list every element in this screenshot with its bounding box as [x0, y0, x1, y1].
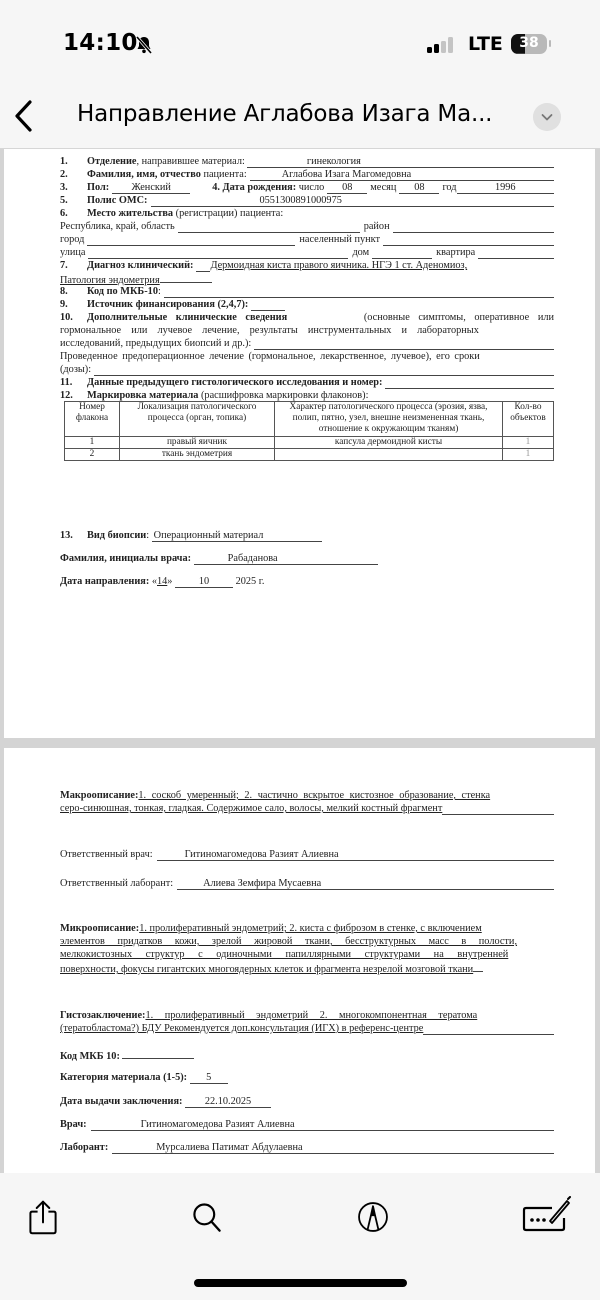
home-indicator[interactable]	[194, 1279, 407, 1287]
document-page-1	[4, 149, 595, 738]
chevron-left-icon[interactable]	[12, 98, 36, 134]
field-mkb10-code: Код МКБ 10:	[60, 1049, 554, 1063]
col-header-object-count: Кол-во объектов	[503, 402, 554, 437]
macro-value-line2: серо-синюшная, тонкая, гладкая. Содержимое сало, волосы, мелкий костный фрагмент	[60, 803, 443, 814]
field-micro-description: Микроописание:1. пролиферативный эндометрий; 2. киста с фиброзом в стенке, с включением	[60, 923, 482, 934]
preop-treatment-line2: (дозы):	[60, 364, 554, 376]
document-title[interactable]: Направление Аглабова Изага Ма...	[77, 101, 493, 127]
responsible-lab-value: Алиева Земфира Мусаевна	[177, 878, 554, 890]
macro-description-line2	[60, 803, 554, 815]
preop-treatment-line1: Проведенное предоперационное лечение (гормональное, лекарственное, лучевое), его сроки	[60, 351, 480, 362]
histo-value-line1: 1. пролиферативный эндометрий 2. многокомпонентная тератома	[145, 1010, 478, 1021]
micro-description-line4	[60, 962, 554, 976]
patient-name-value: Аглабова Изага Магомедовна	[282, 169, 554, 181]
lab-assistant-value: Мурсалиева Патимат Абдулаевна	[112, 1142, 554, 1154]
field-residence-city: город населенный пункт	[60, 234, 554, 246]
birth-day-value: 08	[327, 182, 367, 194]
field-biopsy-type: 13. Вид биопсии: Операционный материал	[60, 530, 554, 542]
sex-value: Женский	[112, 182, 190, 194]
chevron-down-icon[interactable]	[533, 103, 561, 131]
search-icon[interactable]	[190, 1200, 224, 1236]
field-funding-source: 9. Источник финансирования (2,4,7):	[60, 299, 554, 311]
field-lab-assistant: Лаборант: Мурсалиева Патимат Абдулаевна	[60, 1142, 554, 1154]
col-header-localization: Локализация патологического процесса (орган, топика)	[120, 402, 275, 437]
document-page-2	[4, 748, 595, 1173]
battery-cap	[549, 40, 551, 47]
battery-level: 38	[519, 35, 539, 51]
biopsy-type-value: Операционный материал	[152, 530, 322, 542]
referral-month-value: 10	[175, 576, 233, 588]
material-category-value: 5	[190, 1072, 228, 1084]
signal-strength-icon	[427, 37, 457, 53]
field-sex-birthdate: 3. Пол: Женский 4. Дата рождения: число 08 месяц 08 год 1996	[60, 182, 554, 194]
referring-doctor-value: Рабаданова	[194, 553, 378, 565]
status-bar	[0, 0, 600, 90]
field-responsible-lab: Ответственный лаборант: Алиева Земфира Мусаевна	[60, 878, 554, 890]
share-icon[interactable]	[26, 1199, 60, 1235]
micro-value-line2: элементов придатков кожи, зрелой жировой ткани, бесструктурных масс в полости,	[60, 936, 518, 947]
field-material-marking: 12. Маркировка материала (расшифровка маркировки флаконов):	[60, 390, 369, 401]
diagnosis-value-line2: Патология эндометрия	[60, 275, 160, 286]
field-residence-region: Республика, край, область район	[60, 221, 554, 233]
additional-info-line3: исследований, предыдущих биопсий и др.):	[60, 338, 554, 350]
status-time: 14:10	[63, 30, 138, 56]
signature-icon[interactable]	[522, 1196, 572, 1234]
macro-value-line1: 1. соскоб умеренный; 2. частично вскрытое кистозное образование, стенка	[138, 790, 491, 801]
birth-year-value: 1996	[457, 182, 555, 194]
issue-date-value: 22.10.2025	[185, 1096, 271, 1108]
referral-year-value: 2025 г.	[235, 576, 265, 587]
navigation-bar	[0, 90, 600, 148]
markup-icon[interactable]	[356, 1199, 390, 1235]
field-responsible-doctor: Ответственный врач: Гитиномагомедова Разият Алиевна	[60, 849, 554, 861]
field-previous-histology: 11. Данные предыдущего гистологического исследования и номер:	[60, 377, 554, 389]
oms-policy-value: 0551300891000975	[259, 195, 554, 207]
field-mkb10: 8. Код по МКБ-10 :	[60, 286, 554, 298]
histo-value-line2: (тератобластома?) БДУ Рекомендуется доп.консультация (ИГХ) в референс-центре	[60, 1023, 424, 1034]
table-row: 2 ткань эндометрия 1	[65, 448, 554, 460]
field-additional-info: 10. Дополнительные клинические сведения (основные симптомы, оперативное или	[60, 312, 554, 323]
field-oms-policy: 5. Полис ОМС: 0551300891000975	[60, 195, 554, 207]
additional-info-line2: гормональное или лучевое лечение, результаты инструментальных и лабораторных	[60, 325, 479, 336]
diagnosis-value-line1: Дермоидная киста правого яичника. НГЭ 1 ст. Аденомиоз,	[210, 260, 468, 271]
field-issue-date: Дата выдачи заключения: 22.10.2025	[60, 1096, 554, 1108]
histo-conclusion-line2	[60, 1023, 554, 1035]
field-department: 1. Отделение , направившее материал: гинекология	[60, 156, 554, 168]
referral-day-value: 14	[157, 576, 168, 587]
field-doctor: Врач: Гитиномагомедова Разият Алиевна	[60, 1119, 554, 1131]
col-header-process-character: Характер патологического процесса (эрозия, язва, полип, пятно, узел, внешне неизмененная ткань, отношение к окружающим тканям)	[275, 402, 503, 437]
micro-value-line3: мелкокистозных структур с одиночными папиллярными структурами на внутренней	[60, 949, 509, 960]
field-histo-conclusion: Гистозаключение:1. пролиферативный эндометрий 2. многокомпонентная тератома	[60, 1010, 478, 1021]
department-value: гинекология	[307, 156, 554, 168]
field-macro-description: Макроописание:1. соскоб умеренный; 2. частично вскрытое кистозное образование, стенка	[60, 790, 491, 801]
responsible-doctor-value: Гитиномагомедова Разият Алиевна	[157, 849, 554, 861]
field-referral-date: Дата направления: «14» 10 2025 г.	[60, 576, 265, 587]
table-header-row	[65, 402, 554, 437]
field-referring-doctor: Фамилия, инициалы врача: Рабаданова	[60, 553, 554, 565]
bell-slash-icon	[134, 35, 154, 55]
table-row: 1 правый яичник капсула дермоидной кисты 1	[65, 436, 554, 448]
doctor-value: Гитиномагомедова Разият Алиевна	[91, 1119, 554, 1131]
field-residence-street: улица дом квартира	[60, 247, 554, 259]
micro-value-line1: 1. пролиферативный эндометрий; 2. киста с фиброзом в стенке, с включением	[139, 923, 482, 934]
birth-month-value: 08	[399, 182, 439, 194]
col-header-vial-number: Номер флакона	[65, 402, 120, 437]
micro-value-line4: поверхности, фокусы гигантских многоядерных клеток и фрагмента незрелой мозговой ткани	[60, 964, 474, 975]
battery-icon	[511, 34, 547, 54]
marking-table	[64, 401, 554, 461]
field-patient-name: 2. Фамилия, имя, отчество пациента: Аглабова Изага Магомедовна	[60, 169, 554, 181]
network-type: LTE	[468, 33, 503, 55]
field-residence: 6. Место жительства (регистрации) пациента:	[60, 208, 284, 219]
document-viewer[interactable]	[0, 149, 600, 1173]
field-material-category: Категория материала (1-5): 5	[60, 1072, 554, 1084]
field-clinical-diagnosis: 7. Диагноз клинический: Дермоидная киста правого яичника. НГЭ 1 ст. Аденомиоз,	[60, 260, 468, 271]
